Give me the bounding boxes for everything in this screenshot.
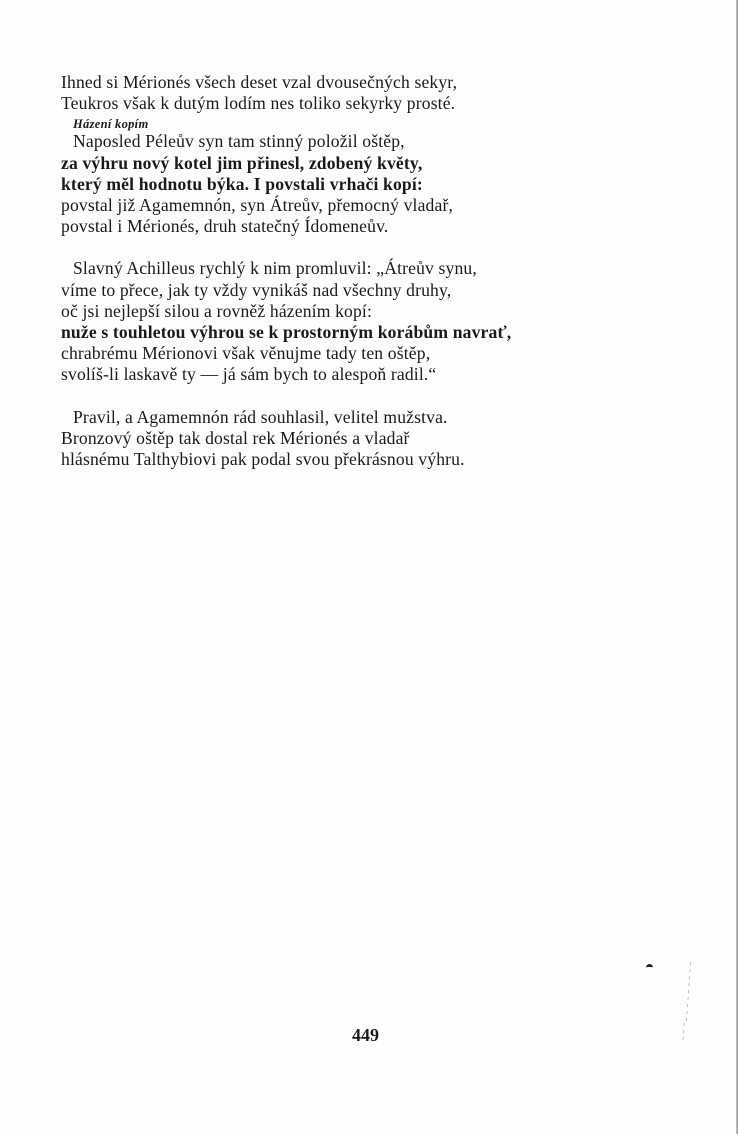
verse-line: chrabrému Mérionovi však věnujme tady ten oštěp, [61, 343, 431, 364]
verse-line: Bronzový oštěp tak dostal rek Mérionés a vladař [61, 427, 410, 448]
scan-artifact-mark [646, 964, 653, 971]
verse-line: Naposled Péleův syn tam stinný položil oštěp, [73, 131, 405, 152]
verse-line: svolíš-li laskavě ty — já sám bych to alespoň radil.“ [61, 364, 437, 385]
verse-line: Ihned si Mérionés všech deset vzal dvousečných sekyr, [61, 72, 458, 92]
verse-line: nuže s touhletou výhrou se k prostorným korábům navrať, [61, 322, 512, 343]
verse-line: Teukros však k dutým lodím nes toliko sekyrky prosté. [61, 93, 456, 114]
scan-artifact-dots [682, 1023, 684, 1043]
section-heading: Házení kopím [73, 117, 149, 132]
verse-line: za výhru nový kotel jim přinesl, zdobený květy, [61, 152, 423, 173]
verse-line: hlásnému Talthybiovi pak podal svou překrásnou výhru. [61, 449, 465, 470]
poem-text [61, 72, 681, 470]
verse-line: který měl hodnotu býka. I povstali vrhači kopí: [61, 173, 423, 194]
verse-line: povstal i Mérionés, druh statečný Ídomeneův. [61, 216, 389, 237]
verse-line: Slavný Achilleus rychlý k nim promluvil: „Átreův synu, [73, 258, 477, 279]
verse-line: víme to přece, jak ty vždy vynikáš nad všechny druhy, [61, 279, 452, 300]
verse-line: povstal již Agamemnón, syn Átreův, přemocný vladař, [61, 195, 454, 216]
verse-line: Pravil, a Agamemnón rád souhlasil, velitel mužstva. [73, 406, 448, 427]
stanza-gap [61, 237, 681, 258]
scan-artifact-dots [686, 962, 691, 1022]
verse-line: oč jsi nejlepší silou a rovněž házením kopí: [61, 300, 372, 321]
page-number: 449 [352, 1025, 379, 1045]
stanza-gap [61, 386, 681, 407]
